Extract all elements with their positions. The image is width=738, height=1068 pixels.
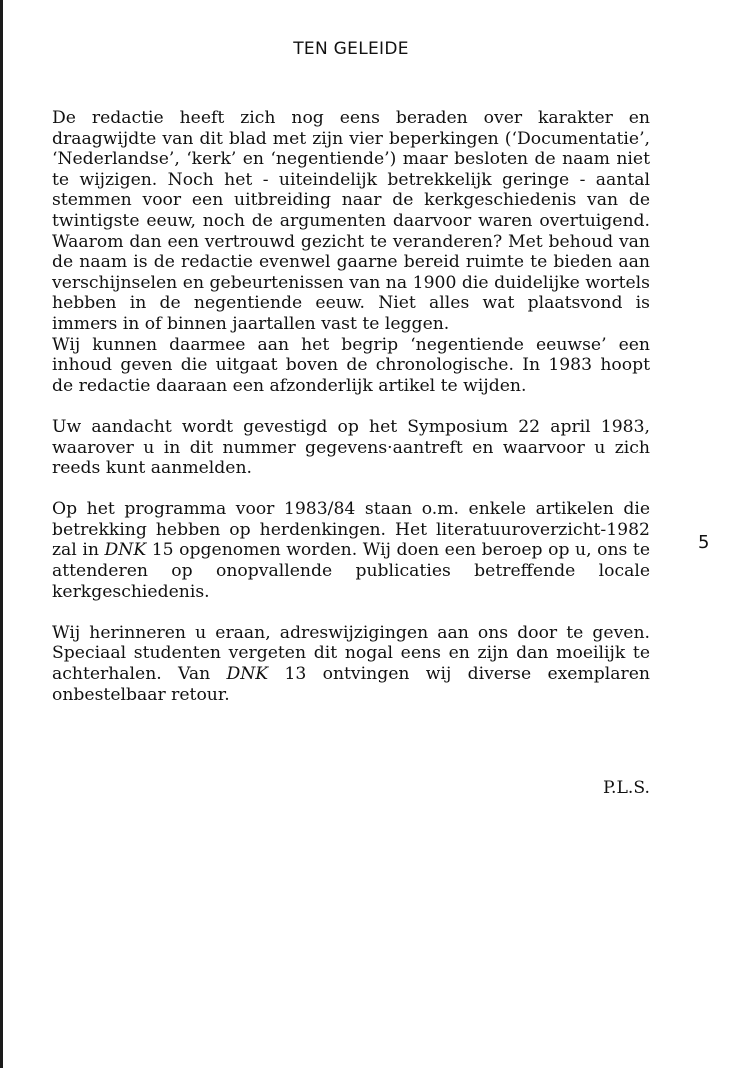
- left-page-edge-rule: [0, 0, 3, 1068]
- paragraph-program: [52, 499, 650, 602]
- page-number: 5: [698, 532, 710, 553]
- body-text: [52, 108, 650, 705]
- journal-abbreviation: DNK: [226, 664, 269, 685]
- paragraph-text: 13 ontvingen wij diverse exemplaren onbestelbaar retour.: [52, 664, 650, 705]
- paragraph-name-policy: [52, 108, 650, 335]
- paragraph-text: Wij kunnen daarmee aan het begrip ‘negentiende eeuwse’ een inhoud geven die uitgaat boven de chronologische. In 1983 hoopt de redactie daaraan een afzonderlijk artikel te wijden.: [52, 334, 650, 396]
- paragraph-address-changes: [52, 623, 650, 705]
- paragraph-text: Op het programma voor 1983/84 staan o.m. enkele artikelen die betrekking hebben op herdenkingen. Het literatuuroverzicht-1982 zal in: [52, 499, 650, 561]
- paragraph-text: De redactie heeft zich nog eens beraden over karakter en draagwijdte van dit blad met zijn vier beperkingen (‘Documentatie’, ‘Nederlandse’, ‘kerk’ en ‘negentiende’) maar besloten de naam niet te wijzigen. Noch het - uiteindelijk betrekkelijk geringe - aantal stemmen voor een uitbreiding naar de kerkgeschiedenis van de twintigste eeuw, noch de argumenten daarvoor waren overtuigend. Waarom dan een vertrouwd gezicht te veranderen? Met behoud van de naam is de redactie evenwel gaarne bereid ruimte te bieden aan verschijnselen en gebeurtenissen van na 1900 die duidelijke wortels hebben in de negentiende eeuw. Niet alles wat plaatsvond is immers in of binnen jaartallen vast te leggen.: [52, 108, 650, 334]
- paragraph-text: Uw aandacht wordt gevestigd op het Symposium 22 april 1983, waarover u in dit nummer gegevens·aantreft en waarvoor u zich reeds kunt aanmelden.: [52, 416, 650, 479]
- paragraph-symposium: [52, 417, 650, 479]
- journal-abbreviation: DNK: [104, 540, 147, 561]
- paragraph-text: Wij herinneren u eraan, adreswijzigingen aan ons door te geven. Speciaal studenten vergeten dit nogal eens en zijn dan moeilijk te achterhalen. Van: [52, 622, 650, 685]
- paragraph-nineteenth-century-concept: [52, 335, 650, 397]
- page-title: TEN GELEIDE: [293, 39, 409, 59]
- signature: P.L.S.: [602, 778, 650, 798]
- paragraph-text: 15 opgenomen worden. Wij doen een beroep op u, ons te attenderen op onopvallende publicaties betreffende locale kerkgeschiedenis.: [52, 540, 651, 602]
